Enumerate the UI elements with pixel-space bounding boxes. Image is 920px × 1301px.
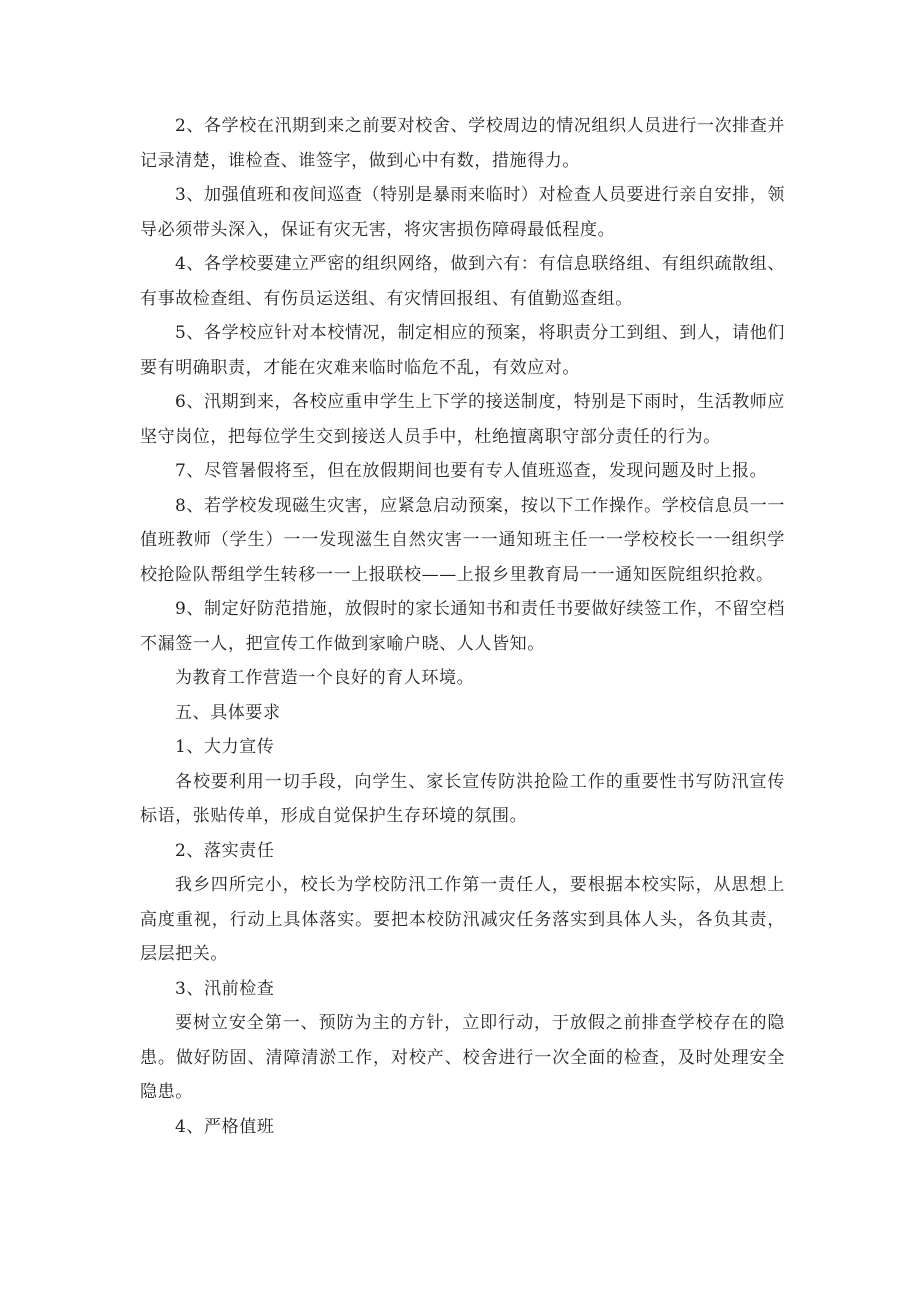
subheading-responsibility: 2、落实责任 [175,840,275,861]
subheading-inspection: 3、汛前检查 [175,978,275,999]
paragraph-item-5: 5、各学校应针对本校情况，制定相应的预案，将职责分工到组、到人，请他们要有明确职责，才能在灾难来临时临危不乱，有效应对。 [140,323,785,378]
subheading-duty: 4、严格值班 [175,1116,275,1137]
paragraph-publicity: 各校要利用一切手段，向学生、家长宣传防洪抢险工作的重要性书写防汛宣传标语，张贴传单，形成自觉保护生存环境的氛围。 [140,771,785,826]
paragraph-item-3: 3、加强值班和夜间巡查（特别是暴雨来临时）对检查人员要进行亲自安排，领导必须带头深入，保证有灾无害，将灾害损伤障碍最低程度。 [140,185,785,240]
paragraph-inspection: 要树立安全第一、预防为主的方针，立即行动，于放假之前排查学校存在的隐患。做好防固、清障清淤工作，对校产、校舍进行一次全面的检查，及时处理安全隐患。 [140,1013,785,1102]
paragraph-environment: 为教育工作营造一个良好的育人环境。 [175,668,475,688]
paragraph-item-4: 4、各学校要建立严密的组织网络，做到六有：有信息联络组、有组织疏散组、有事故检查组、有伤员运送组、有灾情回报组、有值勤巡查组。 [140,254,785,309]
paragraph-responsibility: 我乡四所完小，校长为学校防汛工作第一责任人，要根据本校实际，从思想上高度重视，行动上具体落实。要把本校防汛减灾任务落实到具体人头，各负其责，层层把关。 [140,875,785,964]
section-heading-requirements: 五、具体要求 [175,702,281,723]
paragraph-item-2: 2、各学校在汛期到来之前要对校舍、学校周边的情况组织人员进行一次排查并记录清楚，谁检查、谁签字，做到心中有数，措施得力。 [140,116,785,171]
document-body [140,109,785,1144]
paragraph-item-7: 7、尽管暑假将至，但在放假期间也要有专人值班巡查，发现问题及时上报。 [175,461,768,481]
paragraph-item-9: 9、制定好防范措施，放假时的家长通知书和责任书要做好续签工作，不留空档不漏签一人，把宣传工作做到家喻户晓、人人皆知。 [140,599,785,654]
paragraph-item-6: 6、汛期到来，各校应重申学生上下学的接送制度，特别是下雨时，生活教师应坚守岗位，把每位学生交到接送人员手中，杜绝擅离职守部分责任的行为。 [140,392,785,447]
subheading-publicity: 1、大力宣传 [175,737,275,757]
paragraph-item-8: 8、若学校发现磁生灾害，应紧急启动预案，按以下工作操作。学校信息员一一值班教师（学生）一一发现滋生自然灾害一一通知班主任一一学校校长一一组织学校抢险队帮组学生转移一一上报联校——上报乡里教育局一一通知医院组织抢救。 [140,495,785,585]
